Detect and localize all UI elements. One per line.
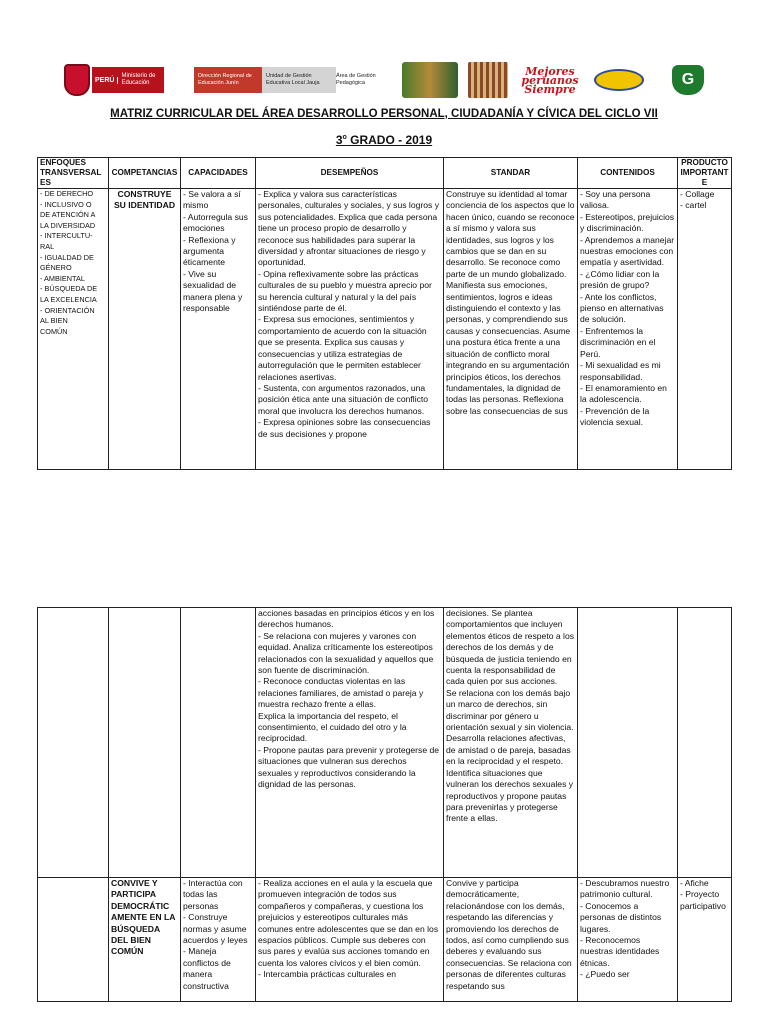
grade-number: 3 — [335, 133, 343, 147]
header-desempenos: DESEMPEÑOS — [256, 158, 444, 189]
contenido-item: - El enamoramiento en la adolescencia. — [580, 382, 667, 405]
header-capacidades: CAPACIDADES — [181, 158, 256, 189]
enfoque-item: - INCLUSIVO O — [40, 199, 92, 209]
peru-coat-of-arms-icon — [64, 62, 90, 98]
contenido-item: - ¿Cómo lidiar con la presión de grupo? — [580, 268, 660, 291]
table-row — [38, 878, 732, 1002]
capacidad-item: - Se valora a sí mismo — [183, 189, 241, 211]
enfoque-item: COMÚN — [40, 326, 68, 336]
standar-cell — [444, 189, 578, 470]
enfoque-item: - DE DERECHO — [40, 189, 94, 198]
capacidad-item: - Maneja conflictos de manera constructiva — [183, 946, 231, 991]
jauja-logo-icon — [402, 62, 458, 98]
mejores-peruanos-logo: Mejores peruanos Siempre — [521, 64, 579, 96]
enfoque-item: DE ATENCIÓN A — [40, 210, 96, 220]
producto-item: - Proyecto participativo — [680, 889, 726, 911]
contenidos-cell — [578, 608, 678, 878]
producto-item: - cartel — [680, 200, 707, 211]
enfoque-item: - ORIENTACIÓN — [40, 305, 95, 315]
header-contenidos: CONTENIDOS — [578, 158, 678, 189]
capacidad-item: - Vive su sexualidad de manera plena y responsable — [183, 268, 243, 314]
enfoques-cell — [38, 189, 109, 470]
grade-year: GRADO - 2019 — [346, 133, 433, 147]
table-row — [38, 608, 732, 878]
desempenos-text: - Realiza acciones en el aula y la escuela que promueven integración de todos sus compañeros y compañeras, y cuestiona los prejuicios y estereotipos culturales más comunes entre adolescentes que se dan en los espacios públicos. Cumple sus deberes con sus pares y evalúa sus acciones tomando en cuenta los valores cívicos y el bien común. - Intercambia prácticas culturales en — [258, 878, 439, 980]
agp-label: Área de Gestión Pedagógica — [336, 73, 376, 86]
contenido-item: - Prevención de la violencia sexual. — [580, 405, 650, 428]
competencia-cell: CONSTRUYE SU IDENTIDAD — [109, 189, 181, 470]
school-badge-logo-icon: G — [668, 62, 708, 98]
standar-text: Construye su identidad al tomar conciencia de los aspectos que lo hacen único, cuando se reconoce a sí mismo y valora sus identidades, sus logros y los cambios que se dan en su desarrollo. Se reconoce como parte de un mundo globalizado. Manifiesta sus emociones, sentimientos, logros e ideas distinguiendo el contexto y las personas, y comprendiendo sus causas y consecuencias. Asume una postura ética frente a una situación de conflicto moral integrando en su argumentación principios éticos, los derechos fundamentales, la dignidad de todas las personas. Reflexiona sobre las consecuencias de sus — [446, 189, 575, 416]
table-row — [38, 189, 732, 470]
enfoque-item: - IGUALDAD DE — [40, 252, 94, 262]
ugel-jauja-logo — [262, 67, 336, 93]
grade-title — [0, 133, 768, 147]
standar-cell — [444, 878, 578, 1002]
curriculum-table-part1 — [37, 157, 732, 470]
contenido-item: - Aprendemos a manejar nuestras emociones con empatía y asertividad. — [580, 234, 675, 268]
header-competencias: COMPETANCIAS — [109, 158, 181, 189]
contenido-item: - Mi sexualidad es mi responsabilidad. — [580, 360, 661, 382]
grade-ordinal: o — [342, 134, 347, 141]
capacidades-cell — [181, 878, 256, 1002]
producto-cell — [678, 878, 732, 1002]
capacidad-item: - Construye normas y asume acuerdos y leyes — [183, 912, 248, 946]
producto-item: - Collage — [680, 189, 715, 199]
enfoques-cell — [38, 878, 109, 1002]
agp-logo — [332, 67, 400, 93]
capacidades-cell — [181, 608, 256, 878]
contenido-item: - Descubramos nuestro patrimonio cultural. — [580, 878, 670, 900]
header-standar: STANDAR — [444, 158, 578, 189]
competencia-cell — [109, 608, 181, 878]
dre-junin-logo — [194, 67, 264, 93]
table-header-row — [38, 158, 732, 189]
school-crest-logo-icon — [594, 62, 644, 98]
capacidad-item: - Reflexiona y argumenta éticamente — [183, 234, 236, 268]
desempenos-cell — [256, 189, 444, 470]
contenidos-cell — [578, 189, 678, 470]
standar-text: decisiones. Se plantea comportamientos que incluyen elementos éticos de respeto a los derechos de los demás y de búsqueda de justicia teniendo en cuenta la responsabilidad de cada quien por sus acciones. Se relaciona con los demás bajo un marco de derechos, sin discriminar por género u orientación sexual y sin violencia. Desarrolla relaciones afectivas, de amistad o de pareja, basadas en la reciprocidad y el respeto. Identifica situaciones que vulneran los derechos sexuales y reproductivos y propone pautas para prevenirlas y protegerse frente a ellas. — [446, 608, 575, 824]
desempenos-text: acciones basadas en principios éticos y en los derechos humanos. - Se relaciona con mujeres y varones con equidad. Analiza críticamente los estereotipos relacionados con la sexualidad y aquellos que son fuente de discriminación. - Reconoce conductas violentas en las relaciones familiares, de amistad o pareja y muestra rechazo frente a ellas. Explica la importancia del respeto, el consentimiento, el cuidado del otro y la reciprocidad. - Propone pautas para prevenir y protegerse de situaciones que vulneran sus derechos sexuales y reproductivos considerando la dignidad de las personas. — [258, 608, 440, 790]
enfoque-item: - AMBIENTAL — [40, 273, 85, 283]
contenido-item: - Enfrentemos la discriminación en el Perú. — [580, 325, 656, 359]
contenido-item: - Estereotipos, prejuicios y discriminación. — [580, 211, 675, 234]
minedu-ministerio-label: Ministerio de Educación — [121, 73, 156, 86]
capacidades-cell — [181, 189, 256, 470]
enfoques-cell — [38, 608, 109, 878]
document-title: MATRIZ CURRICULAR DEL ÁREA DESARROLLO PERSONAL, CIUDADANÍA Y CÍVICA DEL CICLO VII — [110, 108, 658, 120]
header-producto: PRODUCTO IMPORTANTE — [678, 158, 732, 189]
enfoque-item: GÉNERO — [40, 263, 72, 273]
dre-label: Dirección Regional de Educación Junín — [198, 73, 252, 86]
enfoque-item: - BÚSQUEDA DE — [40, 284, 98, 294]
enfoque-item: LA EXCELENCIA — [40, 294, 97, 304]
producto-cell — [678, 608, 732, 878]
enfoque-item: AL BIEN — [40, 316, 68, 326]
contenidos-cell — [578, 878, 678, 1002]
contenido-item: - ¿Puedo ser — [580, 969, 630, 980]
competencia-cell: CONVIVE Y PARTICIPA DEMOCRÁTIC AMENTE EN LA BÚSQUEDA DEL BIEN COMÚN — [109, 878, 181, 1002]
curriculum-table-part2 — [37, 607, 732, 1002]
standar-cell — [444, 608, 578, 878]
desempenos-text: - Explica y valora sus características personales, culturales y sociales, y sus logros y sus potencialidades. Explica que cada persona tiene un proceso propio de desarrollo y reconoce sus habilidades para superar la diversidad y afrontar situaciones de riesgo y oportunidad. - Opina reflexivamente sobre las prácticas culturales de su pueblo y muestra aprecio por su herencia cultural y natural y la del país sintiéndose parte de él. - Expresa sus emociones, sentimientos y comportamiento de acuerdo con la situación que se presenta. Explica sus causas y consecuencias y utiliza estrategias de autorregulación que le permiten establecer relaciones asertivas. - Sustenta, con argumentos razonados, una posición ética ante una situación de conflicto moral que involucra los derechos humanos. - Expresa opiniones sobre las consecuencias de sus decisiones y propone — [258, 189, 440, 439]
capacidad-item: - Autorregula sus emociones — [183, 211, 248, 234]
capacidad-item: - Interactúa con todas las personas — [183, 878, 243, 911]
desempenos-cell — [256, 608, 444, 878]
producto-item: - Afiche — [680, 878, 709, 888]
enfoque-item: RAL — [40, 241, 55, 251]
header-logo-strip — [64, 62, 724, 98]
institution-building-icon — [468, 62, 508, 98]
header-enfoques: ENFOQUES TRANSVERSALES — [38, 158, 109, 189]
contenido-item: - Ante los conflictos, pienso en alternativas de solución. — [580, 291, 664, 325]
contenido-item: - Soy una persona valiosa. — [580, 189, 651, 211]
standar-text: Convive y participa democráticamente, relacionándose con los demás, respetando las diferencias y promoviendo los derechos de todos, así como cumpliendo sus deberes y evaluando sus consecuencias. Se relaciona con personas de diferentes culturas respetando sus — [446, 878, 572, 991]
desempenos-cell — [256, 878, 444, 1002]
producto-cell — [678, 189, 732, 470]
enfoque-item: LA DIVERSIDAD — [40, 220, 96, 230]
contenido-item: - Reconocemos nuestras identidades étnicas. — [580, 935, 660, 968]
minedu-logo — [92, 67, 164, 93]
contenido-item: - Conocemos a personas de distintos lugares. — [580, 900, 662, 934]
ugel-label: Unidad de Gestión Educativa Local Jauja — [266, 73, 320, 86]
enfoque-item: - INTERCULTU- — [40, 231, 93, 241]
minedu-peru-label: PERÚ — [95, 77, 118, 84]
